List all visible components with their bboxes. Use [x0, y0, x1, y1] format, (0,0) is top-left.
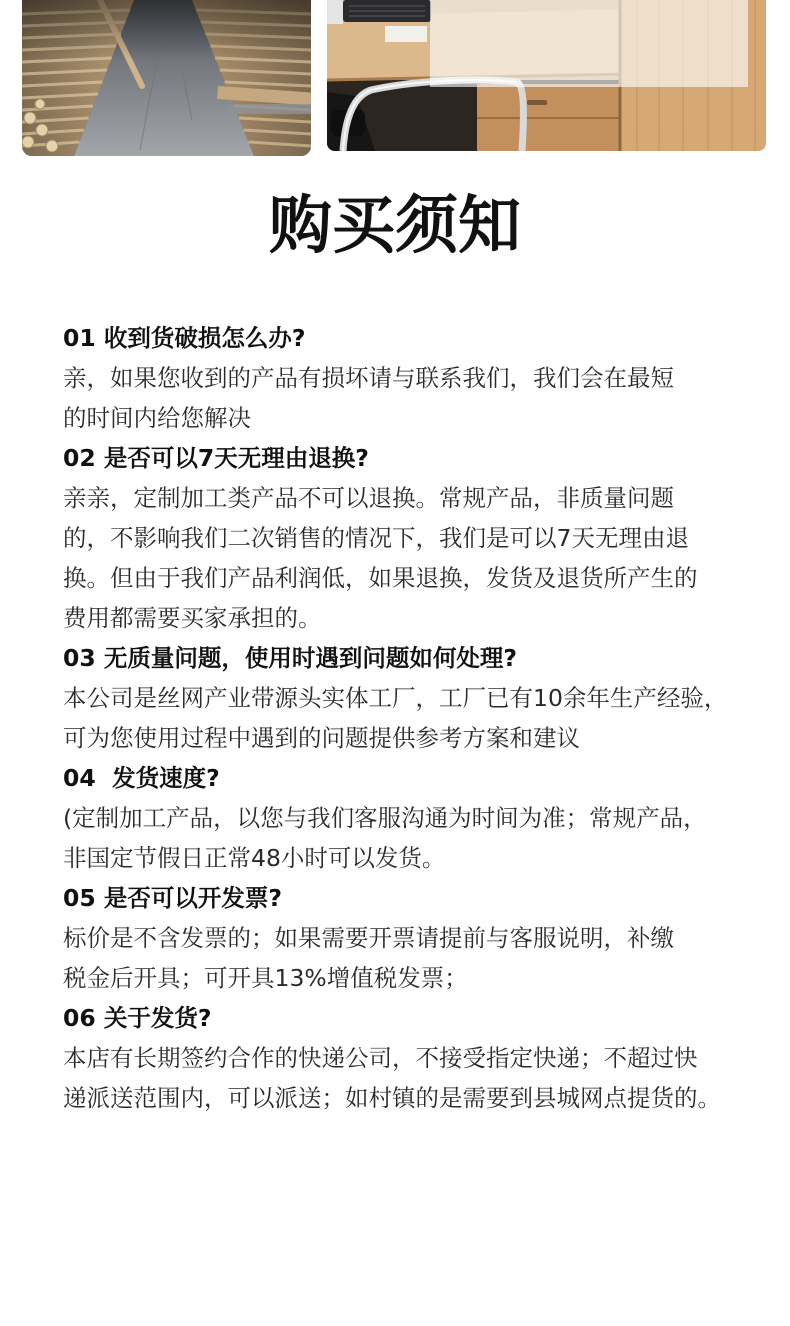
office-photo: [327, 0, 766, 151]
faq-answer-line: 递派送范围内，可以派送；如村镇的是需要到县城网点提货的。: [63, 1084, 721, 1112]
roll-end: [24, 112, 36, 124]
roll-end: [36, 124, 48, 136]
faq-item-02: [63, 438, 778, 638]
faq-answer-line: 税金后开具；可开具13%增值税发票；: [63, 964, 468, 992]
faq-question: 06 关于发货?: [63, 1004, 212, 1032]
faq-answer-line: 换。但由于我们产品利润低，如果退换，发货及退货所产生的: [63, 564, 698, 592]
roll-end: [35, 99, 45, 109]
faq-question: 05 是否可以开发票?: [63, 884, 283, 912]
faq-answer-line: 亲亲，定制加工类产品不可以退换。常规产品，非质量问题: [63, 484, 674, 512]
faq-answer-line: 费用都需要买家承担的。: [63, 604, 322, 632]
gray-bag: [227, 104, 311, 114]
faq-item-04: [63, 758, 778, 878]
monitor-base: [327, 0, 343, 24]
faq-answer-line: (定制加工产品，以您与我们客服沟通为时间为准；常规产品，: [63, 804, 707, 832]
warehouse-photo: [22, 0, 311, 156]
faq-question: 04 发货速度?: [63, 764, 220, 792]
office-photo-graphic: [327, 0, 766, 151]
faq-item-06: [63, 998, 778, 1118]
paper-sheet: [385, 26, 427, 42]
faq-item-01: [63, 318, 778, 438]
roll-end: [46, 140, 58, 152]
faq-answer-line: 的时间内给您解决: [63, 404, 251, 432]
faq-question: 02 是否可以7天无理由退换?: [63, 444, 369, 472]
warehouse-photo-graphic: [22, 0, 311, 156]
faq-answer-line: 的，不影响我们二次销售的情况下，我们是可以7天无理由退: [63, 524, 689, 552]
faq-answer-line: 亲，如果您收到的产品有损坏请与联系我们，我们会在最短: [63, 364, 674, 392]
faq-item-05: [63, 878, 778, 998]
page-title: 购买须知: [269, 189, 521, 262]
roll-end: [22, 136, 34, 148]
faq-question: 01 收到货破损怎么办?: [63, 324, 306, 352]
faq-question: 03 无质量问题，使用时遇到问题如何处理?: [63, 644, 518, 672]
ceiling-shadow: [22, 0, 311, 60]
faq-list: [63, 318, 778, 1118]
faq-answer-line: 本店有长期签约合作的快递公司，不接受指定快递；不超过快: [63, 1044, 698, 1072]
faq-answer-line: 非国定节假日正常48小时可以发货。: [63, 844, 446, 872]
faq-answer-line: 可为您使用过程中遇到的问题提供参考方案和建议: [63, 724, 580, 752]
window-glare-panel: [430, 0, 748, 87]
faq-item-03: [63, 638, 778, 758]
faq-answer-line: 本公司是丝网产业带源头实体工厂，工厂已有10余年生产经验，: [63, 684, 728, 712]
drawer-handle: [527, 100, 547, 105]
faq-answer-line: 标价是不含发票的；如果需要开票请提前与客服说明，补缴: [63, 924, 674, 952]
